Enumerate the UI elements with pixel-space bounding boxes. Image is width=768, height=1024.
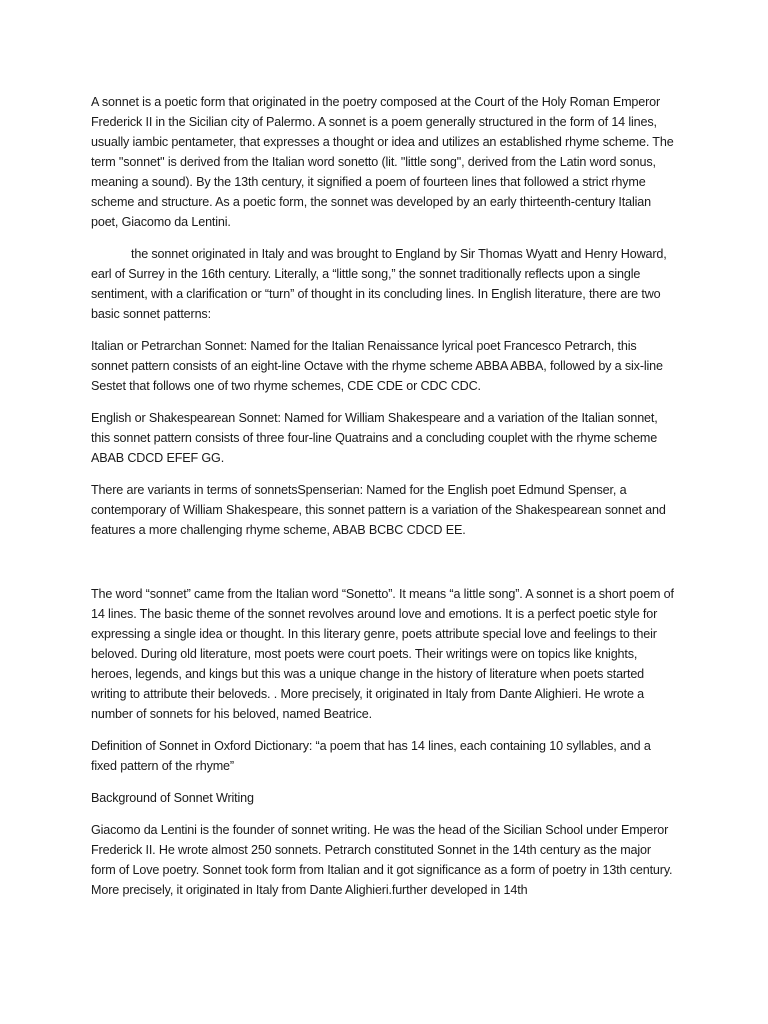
section-heading-background: Background of Sonnet Writing (91, 791, 254, 805)
paragraph-word-sonnet: The word “sonnet” came from the Italian word “Sonetto”. It means “a little song”. A sonnet is a short poem of 14 lines. The basic theme of the sonnet revolves around love and emotions. It is a perfect poetic style for expressing a single idea or thought. In this literary genre, poets attribute special love and feelings to their beloved. During old literature, most poets were court poets. Their writings were on topics like knights, heroes, legends, and kings but this was a unique change in the history of literature when poets started writing to attribute their beloveds. . More precisely, it originated in Italy from Dante Alighieri. He wrote a number of sonnets for his beloved, named Beatrice. (91, 587, 674, 721)
blank-line (91, 552, 675, 584)
paragraph-giacomo-founder: Giacomo da Lentini is the founder of sonnet writing. He was the head of the Sicilian School under Emperor Frederick II. He wrote almost 250 sonnets. Petrarch constituted Sonnet in the 14th century as the major form of Love poetry. Sonnet took form from Italian and it got significance as a form of poetry in 13th century. More precisely, it originated in Italy from Dante Alighieri.further developed in 14th (91, 823, 673, 897)
paragraph-petrarchan-sonnet: Italian or Petrarchan Sonnet: Named for the Italian Renaissance lyrical poet Francesco Petrarch, this sonnet pattern consists of an eight-line Octave with the rhyme scheme ABBA ABBA, followed by a six-line Sestet that follows one of two rhyme schemes, CDE CDE or CDC CDC. (91, 339, 663, 393)
paragraph-sonnet-england: the sonnet originated in Italy and was brought to England by Sir Thomas Wyatt and Henry Howard, earl of Surrey in the 16th century. Literally, a “little song,” the sonnet traditionally reflects upon a single sentiment, with a clarification or “turn” of thought in its concluding lines. In English literature, there are two basic sonnet patterns: (91, 247, 667, 321)
paragraph-oxford-definition: Definition of Sonnet in Oxford Dictionary: “a poem that has 14 lines, each containing 10 syllables, and a fixed pattern of the rhyme” (91, 739, 651, 773)
paragraph-sonnet-origin: A sonnet is a poetic form that originated in the poetry composed at the Court of the Holy Roman Emperor Frederick II in the Sicilian city of Palermo. A sonnet is a poem generally structured in the form of 14 lines, usually iambic pentameter, that expresses a thought or idea and utilizes an established rhyme scheme. The term "sonnet" is derived from the Italian word sonetto (lit. "little song", derived from the Latin word sonus, meaning a sound). By the 13th century, it signified a poem of fourteen lines that followed a strict rhyme scheme and structure. As a poetic form, the sonnet was developed by an early thirteenth-century Italian poet, Giacomo da Lentini. (91, 95, 674, 229)
paragraph-shakespearean-sonnet: English or Shakespearean Sonnet: Named for William Shakespeare and a variation of the Italian sonnet, this sonnet pattern consists of three four-line Quatrains and a concluding couplet with the rhyme scheme ABAB CDCD EFEF GG. (91, 411, 658, 465)
paragraph-spenserian-sonnet: There are variants in terms of sonnetsSpenserian: Named for the English poet Edmund Spenser, a contemporary of William Shakespeare, this sonnet pattern is a variation of the Shakespearean sonnet and features a more challenging rhyme scheme, ABAB BCBC CDCD EE. (91, 483, 666, 537)
document-body (91, 92, 675, 912)
